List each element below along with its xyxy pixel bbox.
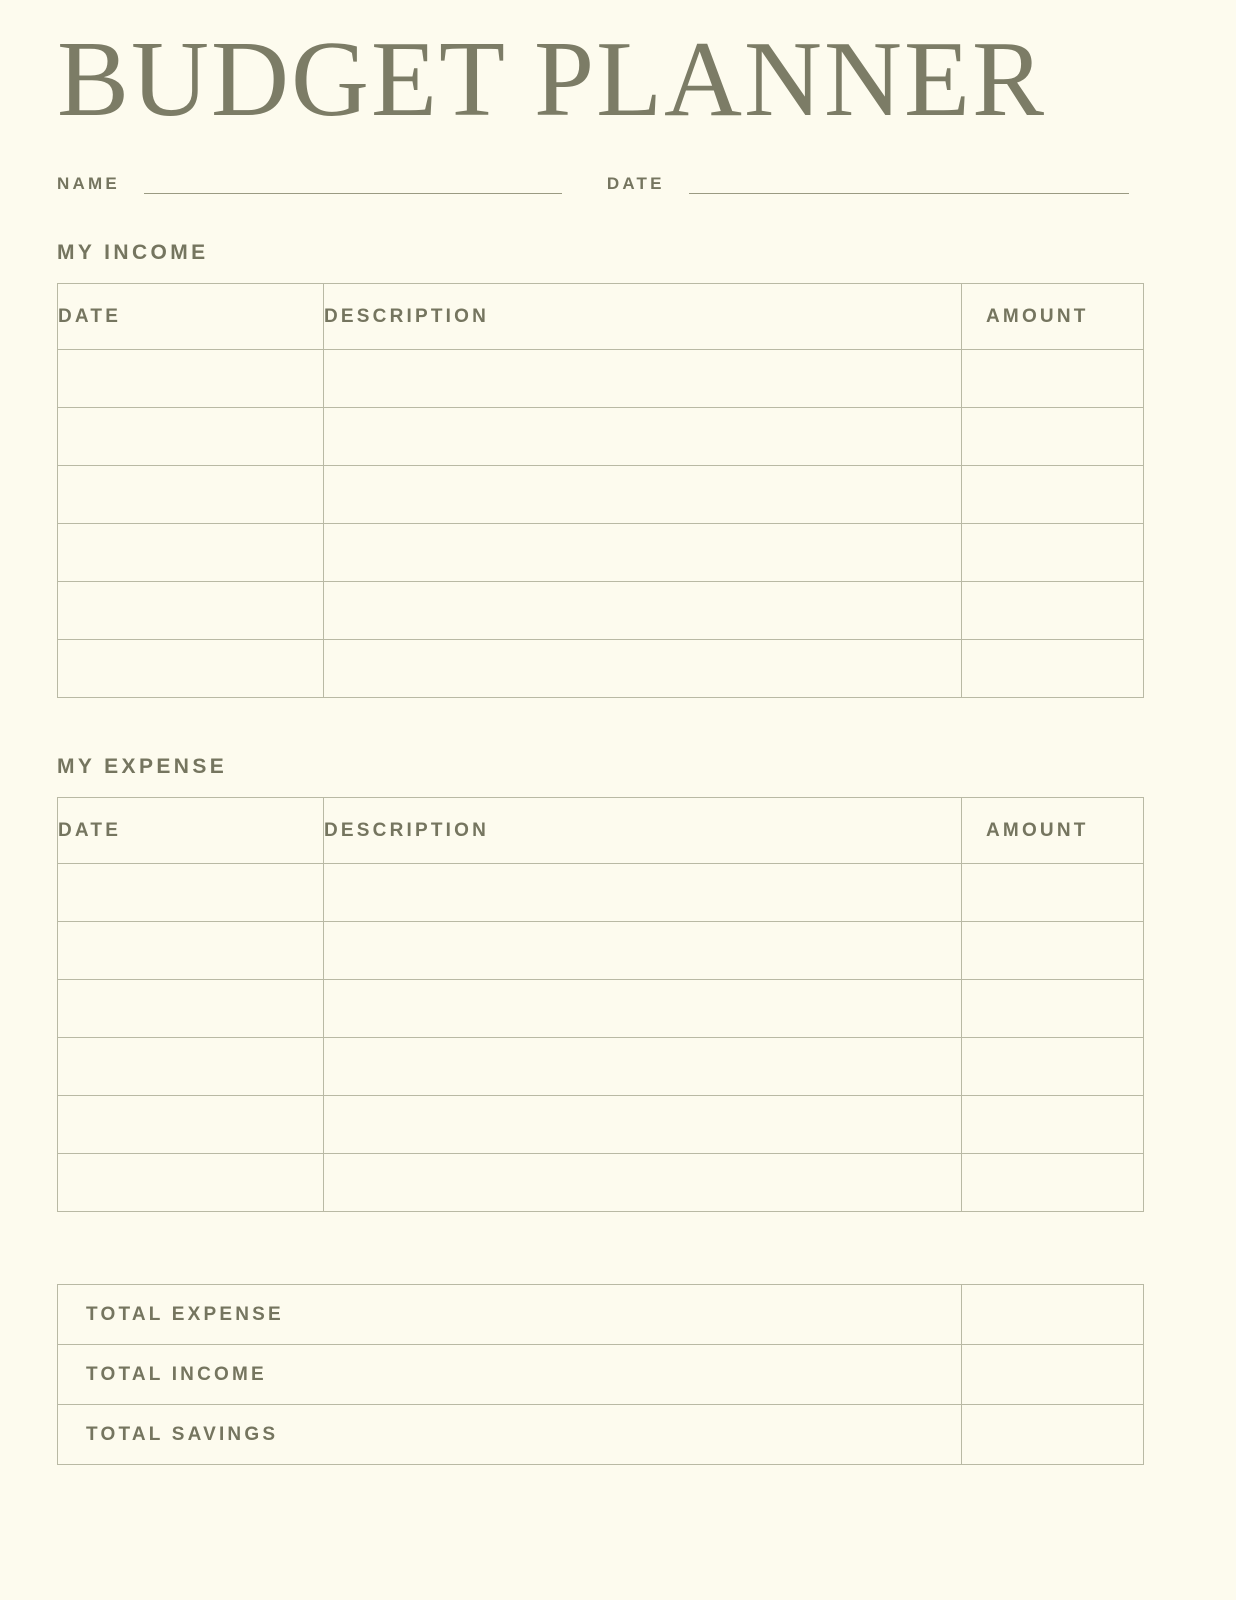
table-row [58, 524, 1144, 582]
income-section-title: MY INCOME [57, 241, 209, 264]
expense-table-header-row [58, 798, 1144, 864]
total-expense-value[interactable] [962, 1285, 1144, 1345]
income-cell-description[interactable] [324, 408, 962, 466]
name-input[interactable] [144, 193, 562, 194]
expense-section-title: MY EXPENSE [57, 755, 228, 778]
income-cell-amount[interactable] [962, 466, 1144, 524]
table-row [58, 1154, 1144, 1212]
income-cell-description[interactable] [324, 350, 962, 408]
expense-cell-description[interactable] [324, 922, 962, 980]
income-cell-description[interactable] [324, 582, 962, 640]
table-row [58, 408, 1144, 466]
table-row [58, 1038, 1144, 1096]
expense-cell-amount[interactable] [962, 1038, 1144, 1096]
name-date-row [57, 164, 1179, 194]
income-col-description: DESCRIPTION [324, 284, 962, 350]
expense-table [57, 797, 1144, 1212]
expense-cell-date[interactable] [58, 864, 324, 922]
table-row [58, 466, 1144, 524]
table-row [58, 1345, 1144, 1405]
expense-cell-date[interactable] [58, 1096, 324, 1154]
table-row [58, 582, 1144, 640]
income-cell-amount[interactable] [962, 524, 1144, 582]
expense-cell-date[interactable] [58, 1038, 324, 1096]
income-cell-date[interactable] [58, 582, 324, 640]
income-col-date: DATE [58, 284, 324, 350]
expense-col-amount: AMOUNT [962, 798, 1144, 864]
expense-cell-amount[interactable] [962, 922, 1144, 980]
expense-cell-description[interactable] [324, 980, 962, 1038]
table-row [58, 922, 1144, 980]
total-income-label: TOTAL INCOME [58, 1345, 962, 1405]
table-row [58, 864, 1144, 922]
income-col-amount: AMOUNT [962, 284, 1144, 350]
expense-cell-description[interactable] [324, 1038, 962, 1096]
income-cell-date[interactable] [58, 524, 324, 582]
income-cell-date[interactable] [58, 466, 324, 524]
income-cell-description[interactable] [324, 640, 962, 698]
total-savings-label: TOTAL SAVINGS [58, 1405, 962, 1465]
income-cell-date[interactable] [58, 350, 324, 408]
table-row [58, 1405, 1144, 1465]
income-cell-date[interactable] [58, 640, 324, 698]
income-table [57, 283, 1144, 698]
totals-table [57, 1284, 1144, 1465]
table-row [58, 640, 1144, 698]
date-input[interactable] [689, 193, 1129, 194]
income-cell-amount[interactable] [962, 640, 1144, 698]
table-row [58, 1285, 1144, 1345]
expense-col-description: DESCRIPTION [324, 798, 962, 864]
expense-cell-description[interactable] [324, 1096, 962, 1154]
expense-col-date: DATE [58, 798, 324, 864]
income-table-header-row [58, 284, 1144, 350]
expense-cell-amount[interactable] [962, 864, 1144, 922]
table-row [58, 350, 1144, 408]
total-expense-label: TOTAL EXPENSE [58, 1285, 962, 1345]
income-cell-amount[interactable] [962, 408, 1144, 466]
expense-cell-date[interactable] [58, 922, 324, 980]
income-cell-description[interactable] [324, 524, 962, 582]
total-income-value[interactable] [962, 1345, 1144, 1405]
table-row [58, 980, 1144, 1038]
income-cell-amount[interactable] [962, 350, 1144, 408]
total-savings-value[interactable] [962, 1405, 1144, 1465]
table-row [58, 1096, 1144, 1154]
name-label: NAME [57, 174, 120, 193]
income-cell-description[interactable] [324, 466, 962, 524]
income-cell-date[interactable] [58, 408, 324, 466]
expense-cell-date[interactable] [58, 1154, 324, 1212]
income-cell-amount[interactable] [962, 582, 1144, 640]
page-title: BUDGET PLANNER [57, 20, 1047, 139]
expense-cell-amount[interactable] [962, 980, 1144, 1038]
expense-cell-amount[interactable] [962, 1154, 1144, 1212]
date-label: DATE [606, 174, 665, 193]
expense-cell-description[interactable] [324, 1154, 962, 1212]
expense-cell-amount[interactable] [962, 1096, 1144, 1154]
expense-cell-date[interactable] [58, 980, 324, 1038]
expense-cell-description[interactable] [324, 864, 962, 922]
